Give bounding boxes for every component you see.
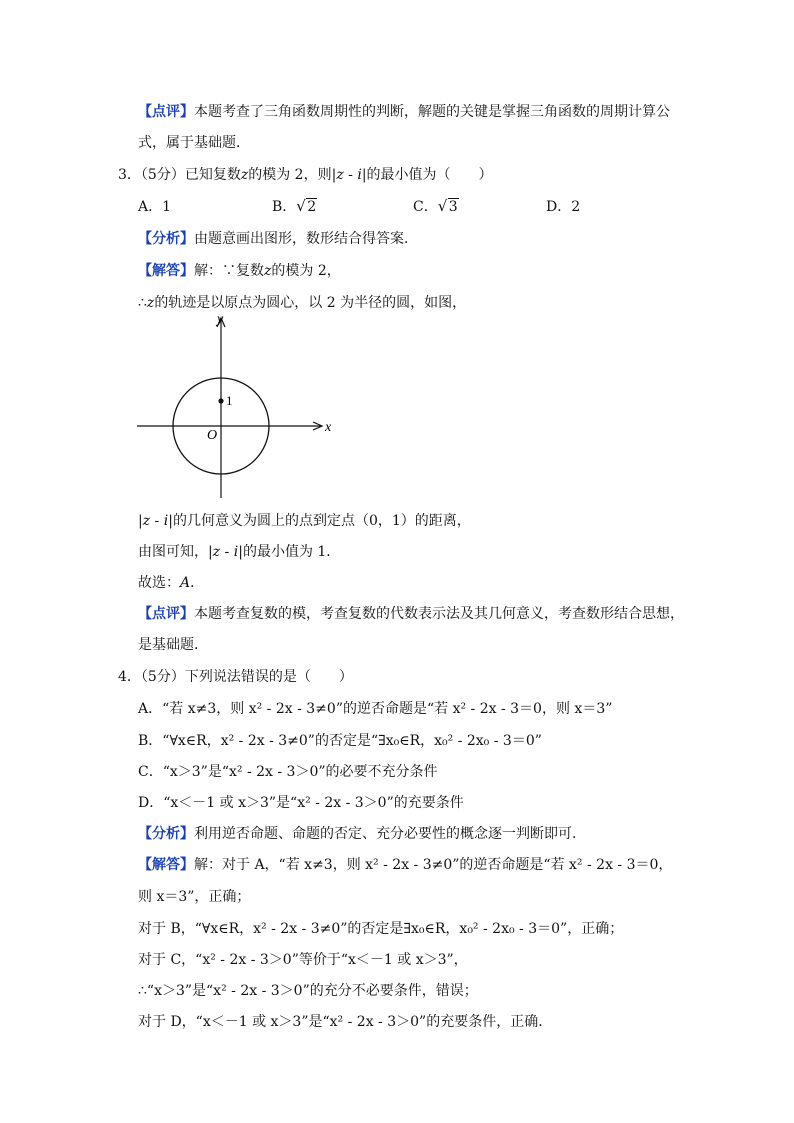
answer-line-1: [138, 856, 672, 874]
sqrt-symbol: √ 3: [437, 197, 458, 215]
answer-text: 的轨迹是以原点为圆心，以 2 为半径的圆，如图，: [154, 295, 467, 311]
option-a: A．“若 x≠3，则 x² - 2x - 3≠0”的逆否命题是“若 x² - 2x - 3＝0，则 x＝3”: [138, 701, 613, 717]
answer-line-1: [138, 262, 341, 280]
answer-line-4: 对于 C，“x² - 2x - 3＞0”等价于“x＜－1 或 x＞3”，: [138, 952, 468, 968]
question-4-stem: [118, 668, 353, 686]
option-a: A．1: [138, 199, 172, 215]
answer-text: -: [220, 544, 234, 560]
choice-line: [138, 574, 204, 592]
var-z: z: [240, 167, 249, 183]
review-line-2: [138, 636, 208, 654]
question-3-stem: [118, 166, 493, 184]
point-label: 1: [226, 393, 233, 408]
review-line-1: [138, 103, 670, 121]
point-0-1: [218, 398, 223, 403]
analysis-text: 由题意画出图形，数形结合得答案．: [194, 231, 418, 247]
option-b: [272, 198, 317, 216]
answer-line-6: 对于 D，“x＜－1 或 x＞3”是“x² - 2x - 3＞0”的充要条件，正确．: [138, 1014, 553, 1030]
review-text: 式，属于基础题．: [138, 135, 250, 151]
analysis-tag: 【分析】: [138, 231, 194, 247]
var-z: z: [146, 295, 155, 311]
answer-line-3: [138, 512, 471, 530]
radicand: 3: [448, 199, 458, 215]
x-axis-label: x: [325, 420, 332, 435]
answer-line-5: ∴“x＞3”是“x² - 2x - 3＞0”的充分不必要条件，错误；: [138, 983, 478, 999]
answer-text: ．: [190, 575, 205, 591]
review-tag: 【点评】: [138, 606, 194, 622]
answer-line-4: [138, 543, 340, 561]
review-line-1: [138, 605, 684, 623]
radicand: 2: [307, 199, 317, 215]
option-label: B．: [272, 199, 297, 215]
option-c: [413, 198, 459, 216]
answer-text: |: [138, 513, 143, 529]
answer-text: 由图可知，|: [138, 544, 213, 560]
option-c: C．“x＞3”是“x² - 2x - 3＞0”的必要不充分条件: [138, 764, 438, 780]
answer-line-2: [138, 294, 466, 312]
option-d: D．“x＜－1 或 x＞3”是“x² - 2x - 3＞0”的充要条件: [138, 795, 464, 811]
var-z: z: [264, 263, 272, 279]
var-i: i: [163, 513, 169, 529]
stem-text: |的最小值为（ ）: [361, 167, 493, 183]
answer-text: ∴: [138, 295, 147, 311]
review-text: 是基础题．: [138, 637, 208, 653]
option-d: D．2: [546, 199, 581, 215]
var-z: z: [212, 544, 221, 560]
answer-text: |的几何意义为圆上的点到定点（0，1）的距离，: [168, 513, 471, 529]
review-text: 本题考查复数的模，考查复数的代数表示法及其几何意义，考查数形结合思想，: [194, 606, 684, 622]
question-number: 3．: [118, 167, 141, 183]
sqrt-symbol: √ 2: [296, 197, 317, 215]
var-z: z: [336, 167, 344, 183]
answer-tag: 【解答】: [138, 263, 194, 279]
var-z: z: [142, 513, 151, 529]
analysis-line: [138, 825, 586, 843]
analysis-text: 利用逆否命题、命题的否定、充分必要性的概念逐一判断即可．: [194, 826, 586, 842]
stem-text: -: [343, 167, 358, 183]
review-line-2: [138, 134, 250, 152]
answer-text: 故选：: [138, 575, 180, 591]
answer-text: 解：∵复数: [194, 263, 264, 279]
answer-text: 解：对于 A，“若 x≠3，则 x² - 2x - 3≠0”的逆否命题是“若 x² - 2x - 3＝0，: [194, 857, 673, 873]
stem-text: 的模为 2，则|: [248, 167, 337, 183]
answer-line-3: 对于 B，“∀x∈R，x² - 2x - 3≠0”的否定是∃x₀∈R，x₀² - 2x₀ - 3＝0”，正确；: [138, 921, 624, 937]
answer-text: |的最小值为 1．: [238, 544, 341, 560]
review-text: 本题考查了三角函数周期性的判断，解题的关键是掌握三角函数的周期计算公: [194, 104, 670, 120]
answer-line-2: 则 x＝3”，正确；: [138, 889, 251, 905]
origin-label: O: [207, 428, 218, 443]
analysis-tag: 【分析】: [138, 826, 194, 842]
var-i: i: [357, 167, 362, 183]
choice-letter: A: [180, 575, 191, 591]
answer-text: 的模为 2，: [271, 263, 341, 279]
answer-text: -: [150, 513, 164, 529]
var-i: i: [233, 544, 239, 560]
stem-text: （5分）下列说法错误的是（ ）: [140, 669, 353, 685]
circle-figure: [135, 312, 345, 507]
answer-tag: 【解答】: [138, 857, 194, 873]
stem-text: （5分）已知复数: [140, 167, 241, 183]
y-axis-label: y: [217, 312, 224, 327]
option-b: B．“∀x∈R，x² - 2x - 3≠0”的否定是“∃x₀∈R，x₀² - 2x₀ - 3＝0”: [138, 733, 542, 749]
analysis-line: [138, 230, 418, 248]
question-number: 4．: [118, 669, 141, 685]
review-tag: 【点评】: [138, 104, 194, 120]
option-label: C．: [413, 199, 438, 215]
